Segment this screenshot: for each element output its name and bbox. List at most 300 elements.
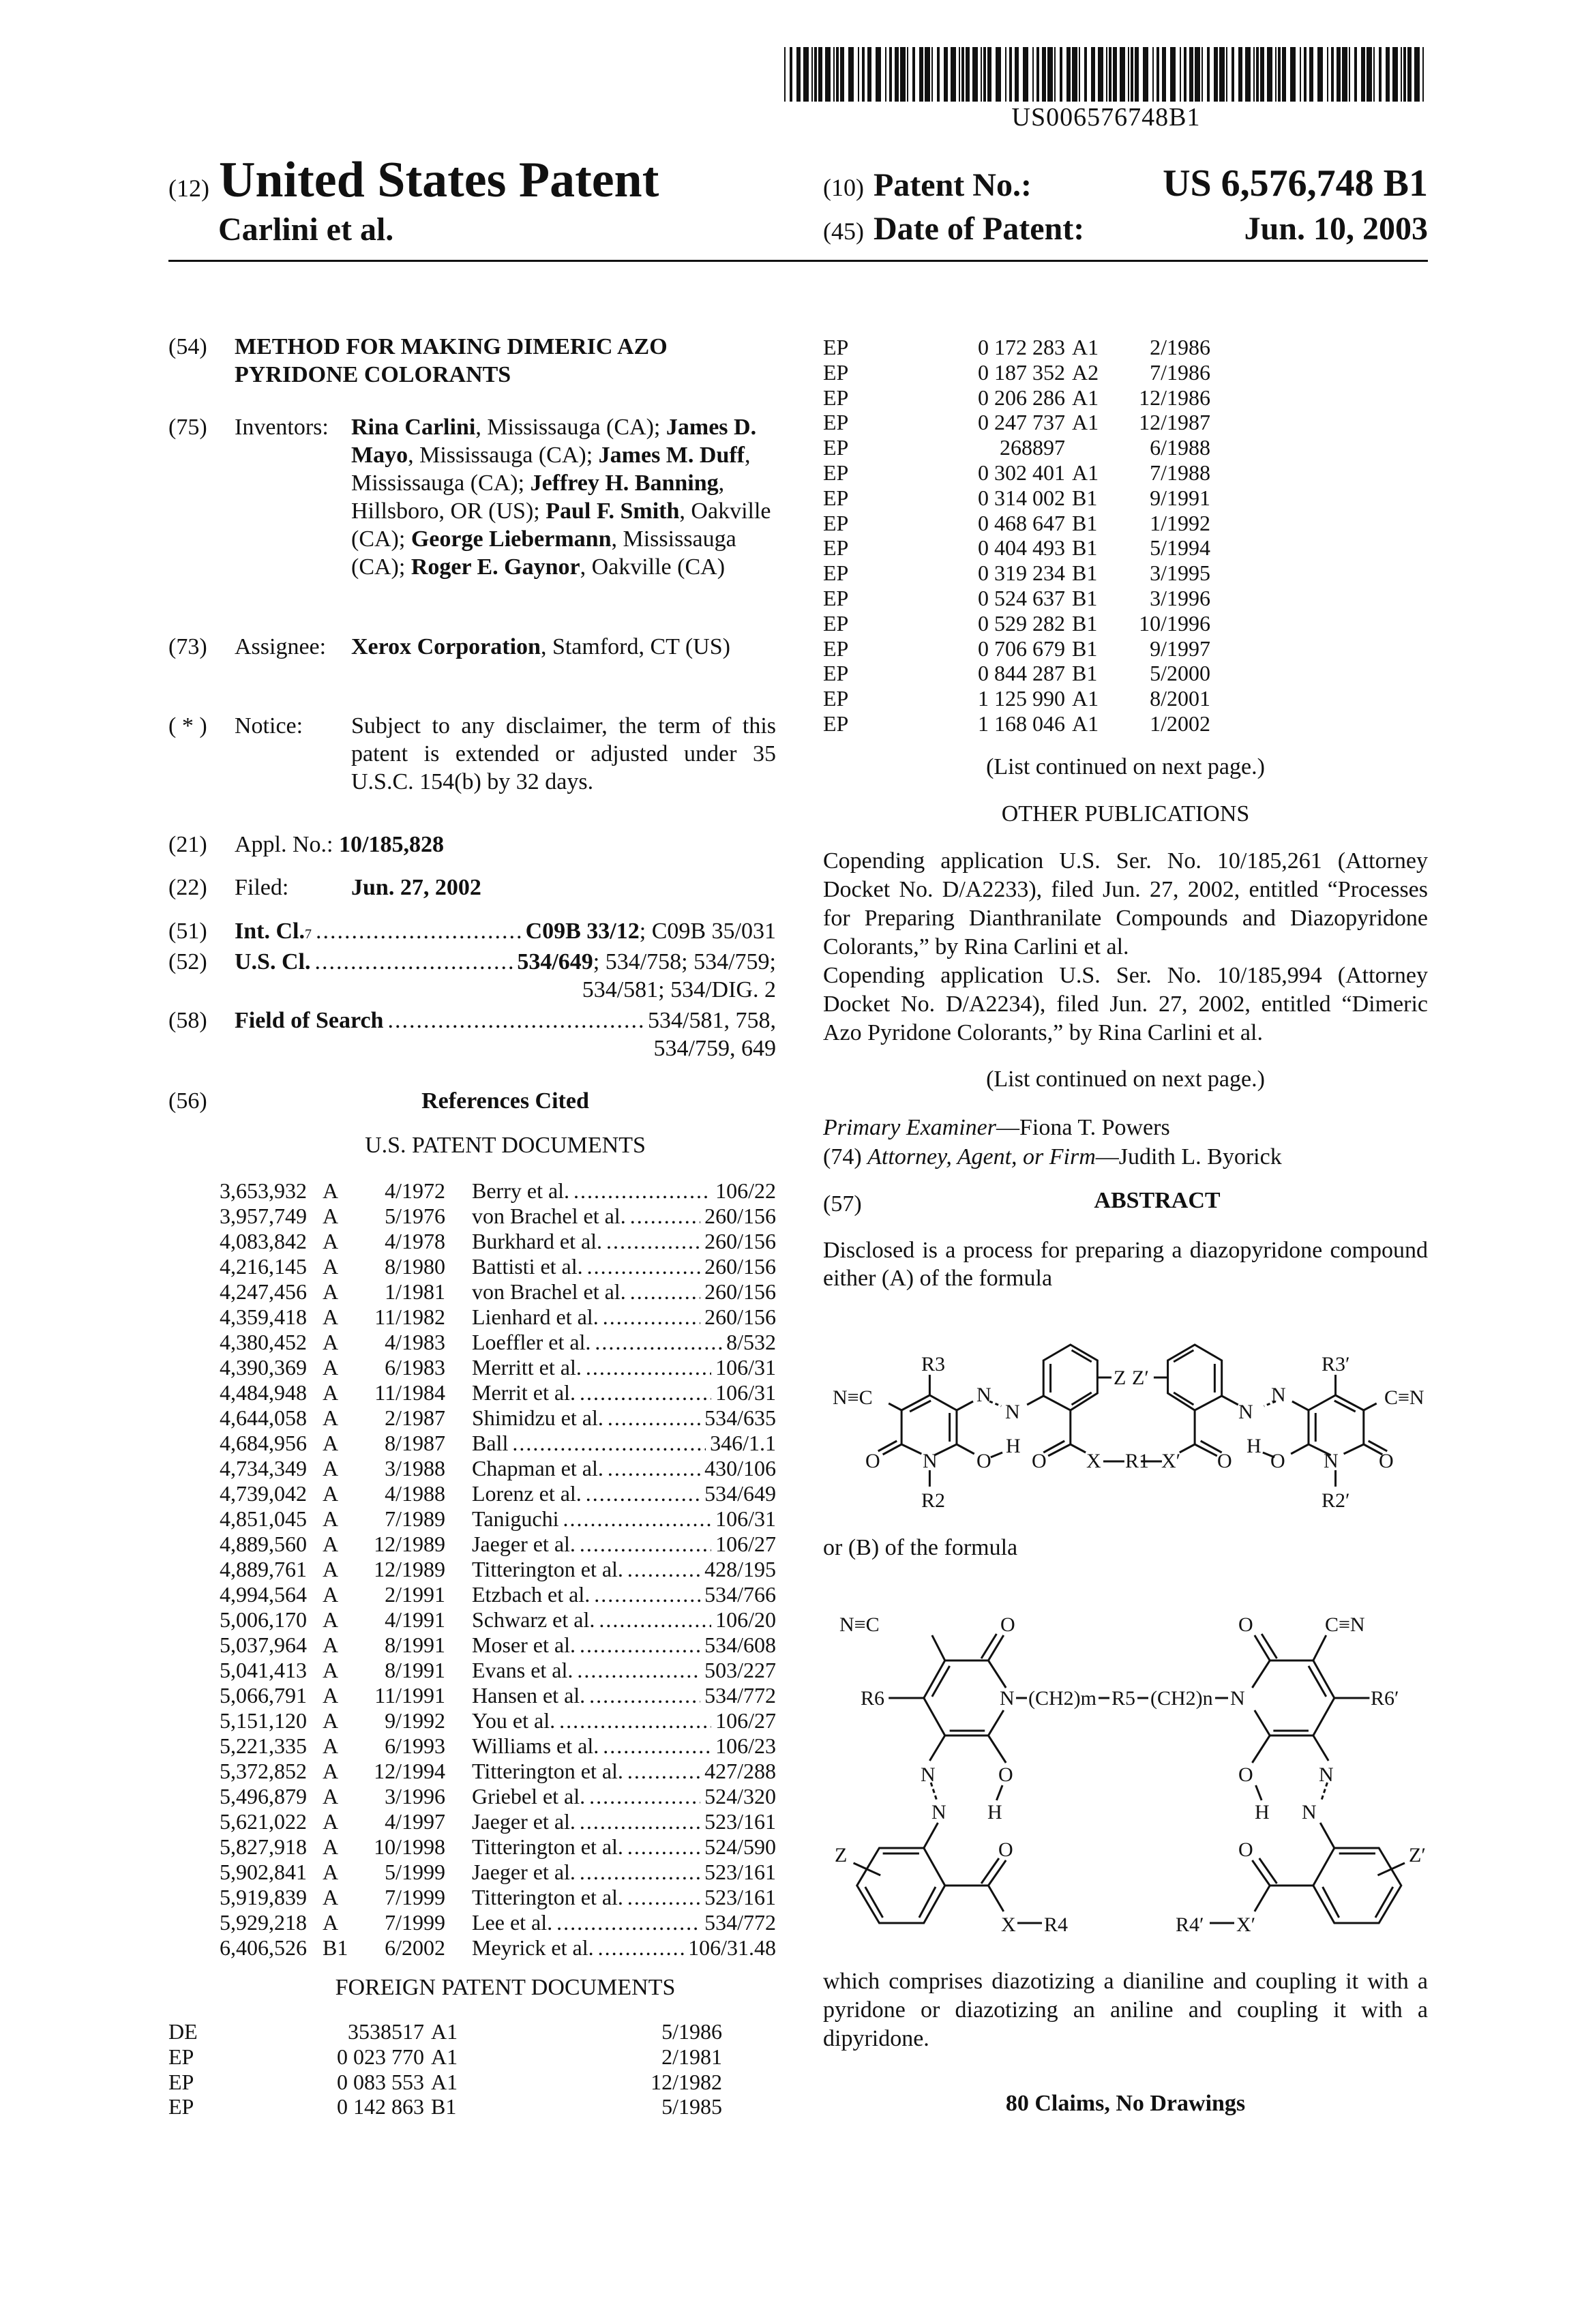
barcode-bar <box>1180 47 1181 102</box>
intcl-edition: 7 <box>305 921 312 949</box>
fos-line1: 534/581, 758, <box>648 1007 776 1034</box>
patentee <box>472 1481 776 1506</box>
leader-dots <box>598 1935 685 1961</box>
inventor-location: , Mississauga (CA); <box>408 443 599 468</box>
atom-label: R5 <box>1111 1687 1135 1710</box>
other-publications-heading: OTHER PUBLICATIONS <box>823 800 1428 828</box>
patent-date: 6/1993 <box>385 1733 445 1759</box>
patent-date: 11/1991 <box>374 1683 445 1708</box>
kind-code: A <box>323 1506 338 1532</box>
barcode-bar <box>1401 47 1402 102</box>
publication-entry: Copending application U.S. Ser. No. 10/185,261 (Attorney Docket No. D/A2233), filed Jun. 27, 2002, entitled “Processes for Preparing Dianthranilate Compounds and Diazopyridone Colorants,” by Rina Carlini et al. <box>823 847 1428 962</box>
leader-dots <box>603 1305 700 1330</box>
leader-dots <box>627 1834 700 1860</box>
leader-dots <box>587 1254 700 1279</box>
patent-number: 0 302 401 <box>978 460 1065 486</box>
leader-dots <box>387 1007 644 1034</box>
us-class: 106/20 <box>715 1607 776 1633</box>
patent-date: 3/1995 <box>1150 561 1210 586</box>
reference-row <box>168 1532 776 1557</box>
inventor-location: , Hillsboro, OR (US); <box>351 471 724 524</box>
kind-code: A <box>323 1431 338 1456</box>
leader-dots <box>627 1557 700 1582</box>
barcode-bar <box>1304 47 1307 102</box>
patent-number: 4,851,045 <box>220 1506 307 1532</box>
barcode-bar <box>1253 47 1255 102</box>
atom-label: N≡C <box>833 1386 873 1409</box>
kind-code: A <box>323 1355 338 1380</box>
us-class: 523/161 <box>704 1809 776 1834</box>
atom-label: R2 <box>921 1489 945 1512</box>
reference-row <box>168 1557 776 1582</box>
leader-dots <box>589 1683 700 1708</box>
other-publications <box>823 847 1428 1047</box>
atom-label: (CH2)m <box>1028 1687 1096 1710</box>
foreign-reference-row <box>823 561 1428 586</box>
leader-dots <box>630 1279 700 1305</box>
patent-date: 11/1984 <box>374 1380 445 1405</box>
us-class: 260/156 <box>704 1305 776 1330</box>
patent-date: 5/1986 <box>661 2019 722 2044</box>
patentee-name: von Brachel et al. <box>472 1279 626 1305</box>
right-column-flow <box>823 753 1428 2117</box>
patent-date: 7/1988 <box>1150 460 1210 486</box>
barcode-bar <box>1349 47 1350 102</box>
leader-dots <box>599 1607 711 1633</box>
patent-date: 7/1999 <box>385 1885 445 1910</box>
patentee <box>472 1330 776 1355</box>
barcode-number: US006576748B1 <box>784 102 1428 132</box>
kind-code: A <box>323 1254 338 1279</box>
leader-dots <box>316 917 522 945</box>
patent-number: 5,902,841 <box>220 1860 307 1885</box>
country-code: EP <box>823 511 848 536</box>
patent-date: 8/2001 <box>1150 686 1210 711</box>
leader-dots <box>586 1355 711 1380</box>
reference-row <box>168 1229 776 1254</box>
filed-code: (22) <box>168 874 207 902</box>
barcode-bar <box>1407 47 1412 102</box>
patentee <box>472 1658 776 1683</box>
kind-code: B1 <box>1072 535 1097 561</box>
intcl-main: C09B 33/12 <box>526 917 640 945</box>
us-class: 534/766 <box>704 1582 776 1607</box>
patentee <box>472 1784 776 1809</box>
patent-number: 0 844 287 <box>978 661 1065 686</box>
us-class: 523/161 <box>704 1860 776 1885</box>
reference-row <box>168 1355 776 1380</box>
us-class: 430/106 <box>704 1456 776 1481</box>
primary-examiner-name: —Fiona T. Powers <box>996 1115 1170 1140</box>
country-code: EP <box>823 611 848 636</box>
reference-row <box>168 1380 776 1405</box>
barcode-bar <box>1331 47 1334 102</box>
foreign-reference-row <box>823 535 1428 561</box>
kind-code: A1 <box>431 2044 458 2070</box>
patent-date: 4/1991 <box>385 1607 445 1633</box>
patent-date: 4/1972 <box>385 1178 445 1204</box>
foreign-reference-row <box>823 686 1428 711</box>
us-patent-table <box>168 1178 776 1961</box>
inventor-location: , Mississauga (CA); <box>351 443 751 496</box>
atom-label: O <box>1032 1450 1047 1472</box>
patentee <box>472 1759 776 1784</box>
inventor-name: Jeffrey H. Banning <box>531 471 719 496</box>
inventor-location: , Oakville (CA) <box>580 554 725 580</box>
attorney-label: Attorney, Agent, or Firm <box>867 1144 1096 1170</box>
inventor-name: James D. Mayo <box>351 415 756 468</box>
leader-dots <box>580 1380 711 1405</box>
inventor-name: James M. Duff <box>599 443 745 468</box>
atom-label: N <box>1324 1450 1339 1472</box>
patentee-name: Lee et al. <box>472 1910 552 1935</box>
kind-code: A <box>323 1178 338 1204</box>
patent-date: 8/1980 <box>385 1254 445 1279</box>
notice-label: Notice: <box>235 712 303 740</box>
country-code: DE <box>168 2019 198 2044</box>
reference-row <box>168 1885 776 1910</box>
patent-date: 4/1978 <box>385 1229 445 1254</box>
patentee-name: Titterington et al. <box>472 1885 623 1910</box>
foreign-reference-row <box>823 460 1428 486</box>
patentee-name: Jaeger et al. <box>472 1532 576 1557</box>
barcode-bar <box>1367 47 1372 102</box>
barcode-bar <box>1309 47 1313 102</box>
barcode-bar <box>1066 47 1071 102</box>
title-line: PYRIDONE COLORANTS <box>235 361 773 389</box>
foreign-reference-row <box>168 2070 578 2095</box>
foreign-patent-table-right <box>823 335 1428 736</box>
uscl-label: U.S. Cl. <box>235 948 310 976</box>
kind-code: B1 <box>1072 636 1097 661</box>
assignee-label: Assignee: <box>235 633 326 661</box>
patentee <box>472 1355 776 1380</box>
kind-code: A <box>323 1229 338 1254</box>
patent-number: 5,066,791 <box>220 1683 307 1708</box>
foreign-reference-row <box>823 611 1428 636</box>
attorney-code: (74) <box>823 1144 862 1170</box>
patent-number: 0 142 863 <box>337 2094 424 2119</box>
reference-row <box>168 1279 776 1305</box>
patent-number: 0 404 493 <box>978 535 1065 561</box>
patentee <box>472 1178 776 1204</box>
atom-label: O <box>1000 1613 1015 1636</box>
patentee <box>472 1305 776 1330</box>
kind-code: A <box>323 1532 338 1557</box>
barcode-bar <box>1226 47 1227 102</box>
barcode-bar <box>1042 47 1046 102</box>
kind-code: B1 <box>1072 511 1097 536</box>
patent-number: 4,484,948 <box>220 1380 307 1405</box>
intcl-label: Int. Cl. <box>235 917 305 945</box>
patent-number: 5,621,022 <box>220 1809 307 1834</box>
barcode-bar <box>1422 47 1424 102</box>
reference-row <box>168 1860 776 1885</box>
us-class: 106/23 <box>715 1733 776 1759</box>
patentee <box>472 1204 776 1229</box>
patent-number: 0 314 002 <box>978 486 1065 511</box>
fos-code: (58) <box>168 1007 207 1034</box>
patent-number: 1 125 990 <box>978 686 1065 711</box>
assignee-location: , Stamford, CT (US) <box>541 634 730 659</box>
patentee-name: Evans et al. <box>472 1658 573 1683</box>
patent-date: 10/1998 <box>374 1834 445 1860</box>
atom-label: H <box>1255 1801 1270 1823</box>
barcode-bar <box>1327 47 1328 102</box>
barcode-bar <box>1084 47 1087 102</box>
reference-row <box>168 1910 776 1935</box>
kind-code: B1 <box>1072 661 1097 686</box>
leader-dots <box>594 1582 700 1607</box>
patent-date: 4/1988 <box>385 1481 445 1506</box>
leader-dots <box>580 1860 700 1885</box>
patent-number: 0 524 637 <box>978 586 1065 611</box>
barcode-bar <box>912 47 915 102</box>
reference-row <box>168 1733 776 1759</box>
patent-number: 4,359,418 <box>220 1305 307 1330</box>
barcode-bar <box>1005 47 1006 102</box>
patentee-name: Shimidzu et al. <box>472 1405 603 1431</box>
atom-label: Z′ <box>1409 1844 1426 1866</box>
patent-date: 7/1986 <box>1150 360 1210 385</box>
patent-no-label: Patent No.: <box>874 166 1163 204</box>
us-class: 260/156 <box>704 1279 776 1305</box>
barcode-bar <box>996 47 1001 102</box>
inventors-code: (75) <box>168 413 207 441</box>
us-class: 534/649 <box>704 1481 776 1506</box>
atom-label: O <box>1217 1450 1232 1472</box>
appl-field <box>235 831 444 859</box>
barcode-bar <box>1195 47 1200 102</box>
barcode-bar <box>836 47 839 102</box>
patentee-name: Titterington et al. <box>472 1759 623 1784</box>
atom-label: O <box>1379 1450 1394 1472</box>
barcode-bar <box>1079 47 1080 102</box>
inventor-name: George Liebermann <box>411 526 612 552</box>
patent-number: 4,083,842 <box>220 1229 307 1254</box>
patent-date: 6/2002 <box>385 1935 445 1961</box>
barcode-bar <box>1238 47 1242 102</box>
patent-date: 7/1999 <box>385 1910 445 1935</box>
barcode-bar <box>811 47 813 102</box>
us-class: 106/31 <box>715 1380 776 1405</box>
patentee <box>472 1607 776 1633</box>
barcode-bar <box>895 47 899 102</box>
inventor-name: Roger E. Gaynor <box>411 554 580 580</box>
atom-label: N <box>1000 1687 1015 1710</box>
us-class: 523/161 <box>704 1885 776 1910</box>
atom-label: C≡N <box>1325 1613 1365 1636</box>
inventor-location: , Mississauga (CA); <box>351 526 736 580</box>
patent-date: 12/1982 <box>651 2070 722 2095</box>
barcode-bar <box>1143 47 1148 102</box>
barcode-bar <box>1098 47 1103 102</box>
atom-label: H <box>987 1801 1002 1823</box>
foreign-reference-row <box>823 410 1428 435</box>
kind-code: A1 <box>431 2019 458 2044</box>
date-label: Date of Patent: <box>874 210 1244 248</box>
patent-number: 0 172 283 <box>978 335 1065 360</box>
barcode-bar <box>796 47 801 102</box>
foreign-reference-row <box>823 711 1428 736</box>
patent-number: 5,037,964 <box>220 1633 307 1658</box>
inventors-label: Inventors: <box>235 413 329 441</box>
patent-number: 0 247 737 <box>978 410 1065 435</box>
atom-label: O <box>1238 1613 1253 1636</box>
kind-code: A <box>323 1910 338 1935</box>
patent-date: 5/1994 <box>1150 535 1210 561</box>
barcode-bar <box>1170 47 1176 102</box>
us-class: 106/31.48 <box>688 1935 776 1961</box>
barcode-bar <box>1386 47 1390 102</box>
patentee-name: Merritt et al. <box>472 1355 582 1380</box>
foreign-reference-row <box>823 636 1428 661</box>
patentee <box>472 1910 776 1935</box>
leader-dots <box>559 1708 711 1733</box>
country-code: EP <box>823 535 848 561</box>
patentee-name: Titterington et al. <box>472 1834 623 1860</box>
leader-dots <box>586 1481 700 1506</box>
barcode-bar <box>790 47 792 102</box>
barcode-bar <box>961 47 964 102</box>
kind-code: A <box>323 1330 338 1355</box>
country-code: EP <box>823 335 848 360</box>
reference-row <box>168 1456 776 1481</box>
barcode-bar <box>931 47 933 102</box>
atom-label: (CH2)n <box>1150 1687 1213 1710</box>
foreign-patent-table-left <box>168 2019 578 2119</box>
abstract-code: (57) <box>823 1190 862 1218</box>
barcode-bar <box>1392 47 1398 102</box>
atom-label: N <box>921 1763 936 1786</box>
patentee <box>472 1935 776 1961</box>
barcode-bar <box>1072 47 1077 102</box>
barcode-bar <box>1219 47 1225 102</box>
atom-label: N <box>1230 1687 1245 1710</box>
patent-number: 4,994,564 <box>220 1582 307 1607</box>
barcode-bar <box>1184 47 1186 102</box>
barcode-bar <box>1207 47 1210 102</box>
references-heading: References Cited <box>235 1087 776 1115</box>
patentee <box>472 1885 776 1910</box>
patentee-name: Burkhard et al. <box>472 1229 602 1254</box>
atom-label: O <box>1238 1838 1253 1861</box>
barcode-bar <box>1135 47 1139 102</box>
kind-code: A1 <box>1072 711 1099 736</box>
fos-label: Field of Search <box>235 1007 383 1034</box>
patentee <box>472 1708 776 1733</box>
patent-date: 12/1986 <box>1139 385 1210 411</box>
inventor-name: Paul F. Smith <box>546 498 679 524</box>
inventors-list <box>351 413 776 581</box>
kind-code: A <box>323 1607 338 1633</box>
attorney-name: —Judith L. Byorick <box>1096 1144 1282 1170</box>
reference-row <box>168 1834 776 1860</box>
assignee-code: (73) <box>168 633 207 661</box>
us-class: 346/1.1 <box>710 1431 776 1456</box>
intcl-rest: ; C09B 35/031 <box>640 917 776 945</box>
atom-label: N <box>1238 1401 1253 1423</box>
kind-code: A <box>323 1582 338 1607</box>
kind-code: A <box>323 1456 338 1481</box>
kind-code: A <box>323 1405 338 1431</box>
leader-dots <box>580 1633 700 1658</box>
patent-date: 8/1991 <box>385 1633 445 1658</box>
patentee <box>472 1860 776 1885</box>
us-class: 427/288 <box>704 1759 776 1784</box>
patentee <box>472 1456 776 1481</box>
foreign-reference-row <box>823 511 1428 536</box>
patent-date: 1/2002 <box>1150 711 1210 736</box>
leader-dots <box>580 1809 700 1834</box>
leader-dots <box>563 1506 712 1532</box>
country-code: EP <box>823 410 848 435</box>
barcode-bar <box>1354 47 1357 102</box>
barcode-bar <box>1106 47 1107 102</box>
reference-row <box>168 1481 776 1506</box>
barcode-bar <box>833 47 835 102</box>
foreign-reference-row <box>823 661 1428 686</box>
barcode-bar <box>1275 47 1277 102</box>
patent-date: Jun. 10, 2003 <box>1244 210 1428 248</box>
patent-number: 3538517 <box>348 2019 424 2044</box>
patent-date: 5/1999 <box>385 1860 445 1885</box>
leader-dots <box>606 1229 700 1254</box>
patentee <box>472 1254 776 1279</box>
reference-row <box>168 1809 776 1834</box>
patentee <box>472 1229 776 1254</box>
attorney <box>823 1143 1428 1171</box>
uscl-field <box>235 948 776 976</box>
barcode-bar <box>983 47 986 102</box>
atom-label: H <box>1247 1435 1262 1457</box>
patent-title <box>235 333 773 389</box>
atom-label: O <box>1238 1763 1253 1786</box>
abstract-header <box>823 1187 1428 1215</box>
us-class: 524/320 <box>704 1784 776 1809</box>
patentee <box>472 1431 776 1456</box>
leader-dots <box>314 948 513 976</box>
kind-code: B1 <box>323 1935 348 1961</box>
reference-row <box>168 1935 776 1961</box>
atom-label: N <box>923 1450 938 1472</box>
leader-dots <box>608 1405 700 1431</box>
barcode-bar <box>1047 47 1053 102</box>
atom-label: N <box>976 1384 991 1406</box>
us-class: 524/590 <box>704 1834 776 1860</box>
atom-label: O <box>998 1838 1013 1861</box>
fos-line2: 534/759, 649 <box>235 1034 776 1062</box>
barcode <box>784 47 1428 102</box>
patent-number: 0 468 647 <box>978 511 1065 536</box>
assignee-name: Xerox Corporation <box>351 634 541 659</box>
kind-code: A1 <box>1072 335 1099 360</box>
barcode-bar <box>1113 47 1117 102</box>
patent-date: 5/2000 <box>1150 661 1210 686</box>
patentee-name: Lienhard et al. <box>472 1305 599 1330</box>
leader-dots <box>595 1330 722 1355</box>
patent-date: 4/1997 <box>385 1809 445 1834</box>
patentee-name: von Brachel et al. <box>472 1204 626 1229</box>
patent-date: 9/1997 <box>1150 636 1210 661</box>
leader-dots <box>577 1658 700 1683</box>
kind-code: A <box>323 1481 338 1506</box>
reference-row <box>168 1305 776 1330</box>
atom-label: R1 <box>1125 1450 1149 1472</box>
reference-row <box>168 1506 776 1532</box>
us-class: 534/772 <box>704 1910 776 1935</box>
kind-code: A1 <box>431 2070 458 2095</box>
